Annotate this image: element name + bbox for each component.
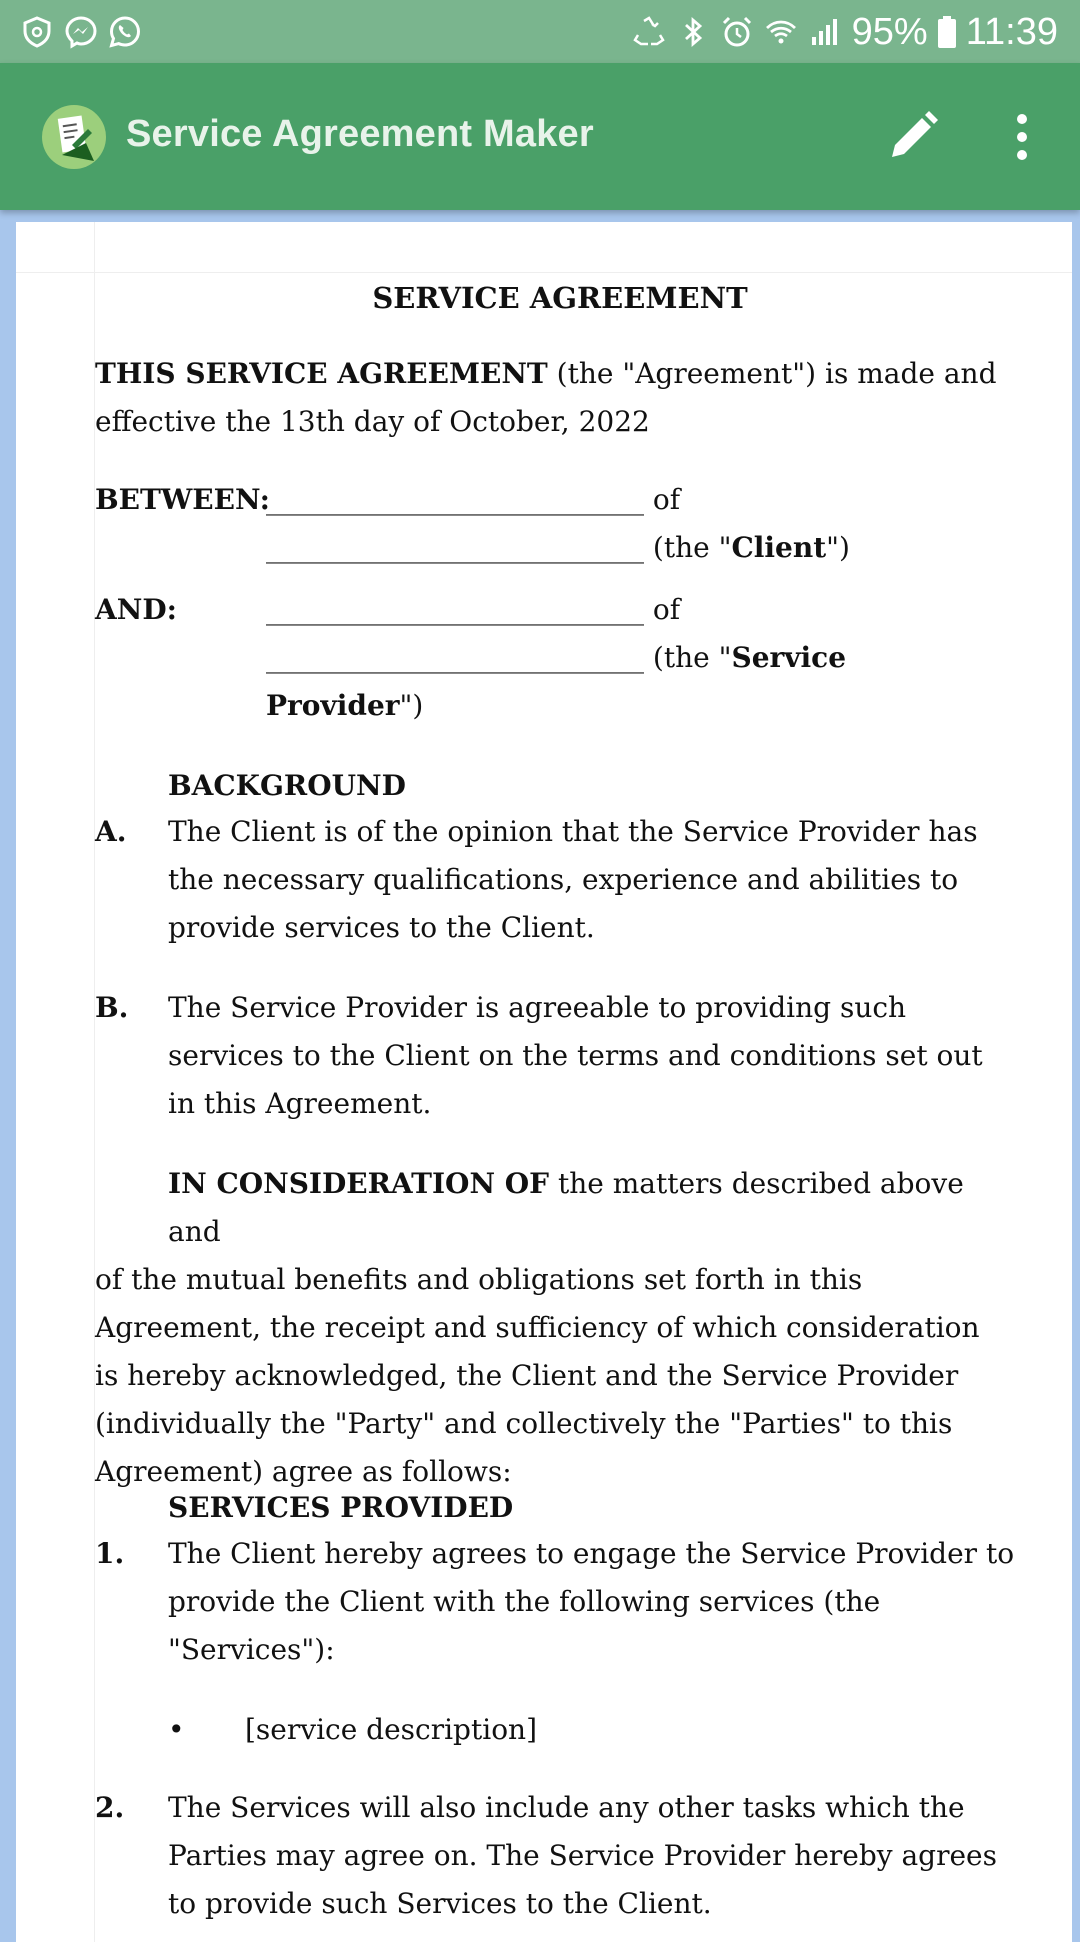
more-vert-icon [1002, 107, 1042, 167]
document-page[interactable] [16, 222, 1072, 1942]
item-a-marker: A. [95, 815, 127, 848]
alarm-icon [720, 15, 754, 49]
wifi-icon [764, 15, 798, 49]
status-bar [0, 0, 1080, 63]
bluetooth-icon [676, 15, 710, 49]
app-bar [0, 63, 1080, 210]
background-heading: BACKGROUND [168, 769, 406, 802]
item-b-text: The Service Provider is agreeable to providing such services to the Client on the terms and conditions set out in this Agreement. [168, 991, 983, 1120]
clock: 11:39 [965, 10, 1058, 53]
messenger-icon [64, 15, 98, 49]
shield-icon [20, 15, 54, 49]
item-b-marker: B. [95, 991, 129, 1024]
intro-paragraph [95, 350, 1005, 446]
recycle-icon [632, 15, 666, 49]
item-a-text: The Client is of the opinion that the Service Provider has the necessary qualifications, experience and abilities to provide services to the Client. [168, 815, 978, 944]
consideration-paragraph: IN CONSIDERATION OF the matters described above and of the mutual benefits and obligations set forth in this Agreement, the receipt and sufficiency of which consideration is hereby acknowledged, the Client and the Service Provider (individually the "Party" and collectively the "Parties" to this Agreement) agree as follows: [95, 1160, 1005, 1496]
signal-icon [808, 15, 842, 49]
document-title: SERVICE AGREEMENT [372, 281, 748, 315]
between-line-2: ___________________________ (the "Client") [266, 531, 850, 564]
app-logo-icon [42, 105, 106, 169]
system-icons [632, 8, 1058, 56]
and-line-3: Provider") [266, 689, 424, 722]
item-2-text: The Services will also include any other tasks which the Parties may agree on. The Service Provider hereby agrees to provide such Services to the Client. [168, 1791, 997, 1920]
and-label: AND: [95, 593, 177, 626]
more-options-button[interactable] [1002, 107, 1042, 167]
and-line-1: ___________________________ of [266, 593, 681, 626]
battery-icon [938, 16, 956, 48]
consideration-line-1: IN CONSIDERATION OF the matters described above and [168, 1167, 964, 1248]
whatsapp-icon [108, 15, 142, 49]
battery-percent: 95% [851, 10, 928, 53]
intro-line-1: THIS SERVICE AGREEMENT (the "Agreement") is made and [95, 357, 997, 390]
edit-button[interactable] [882, 107, 942, 167]
app-title: Service Agreement Maker [126, 113, 594, 155]
and-line-2: ___________________________ (the "Service [266, 641, 847, 674]
services-heading: SERVICES PROVIDED [168, 1491, 514, 1524]
between-label: BETWEEN: [95, 483, 270, 516]
page-margin-top [16, 272, 1072, 273]
intro-line-2: effective the 13th day of October, 2022 [95, 405, 650, 438]
item-1-marker: 1. [95, 1537, 125, 1570]
item-2-marker: 2. [95, 1791, 125, 1824]
item-1-text: The Client hereby agrees to engage the Service Provider to provide the Client with the following services (the "Services"): [168, 1537, 1015, 1666]
between-line-1: ___________________________ of [266, 483, 681, 516]
edit-icon [882, 107, 942, 167]
notification-icons [20, 12, 142, 52]
service-description-placeholder: [service description] [245, 1713, 538, 1746]
bullet-marker: • [168, 1713, 185, 1746]
